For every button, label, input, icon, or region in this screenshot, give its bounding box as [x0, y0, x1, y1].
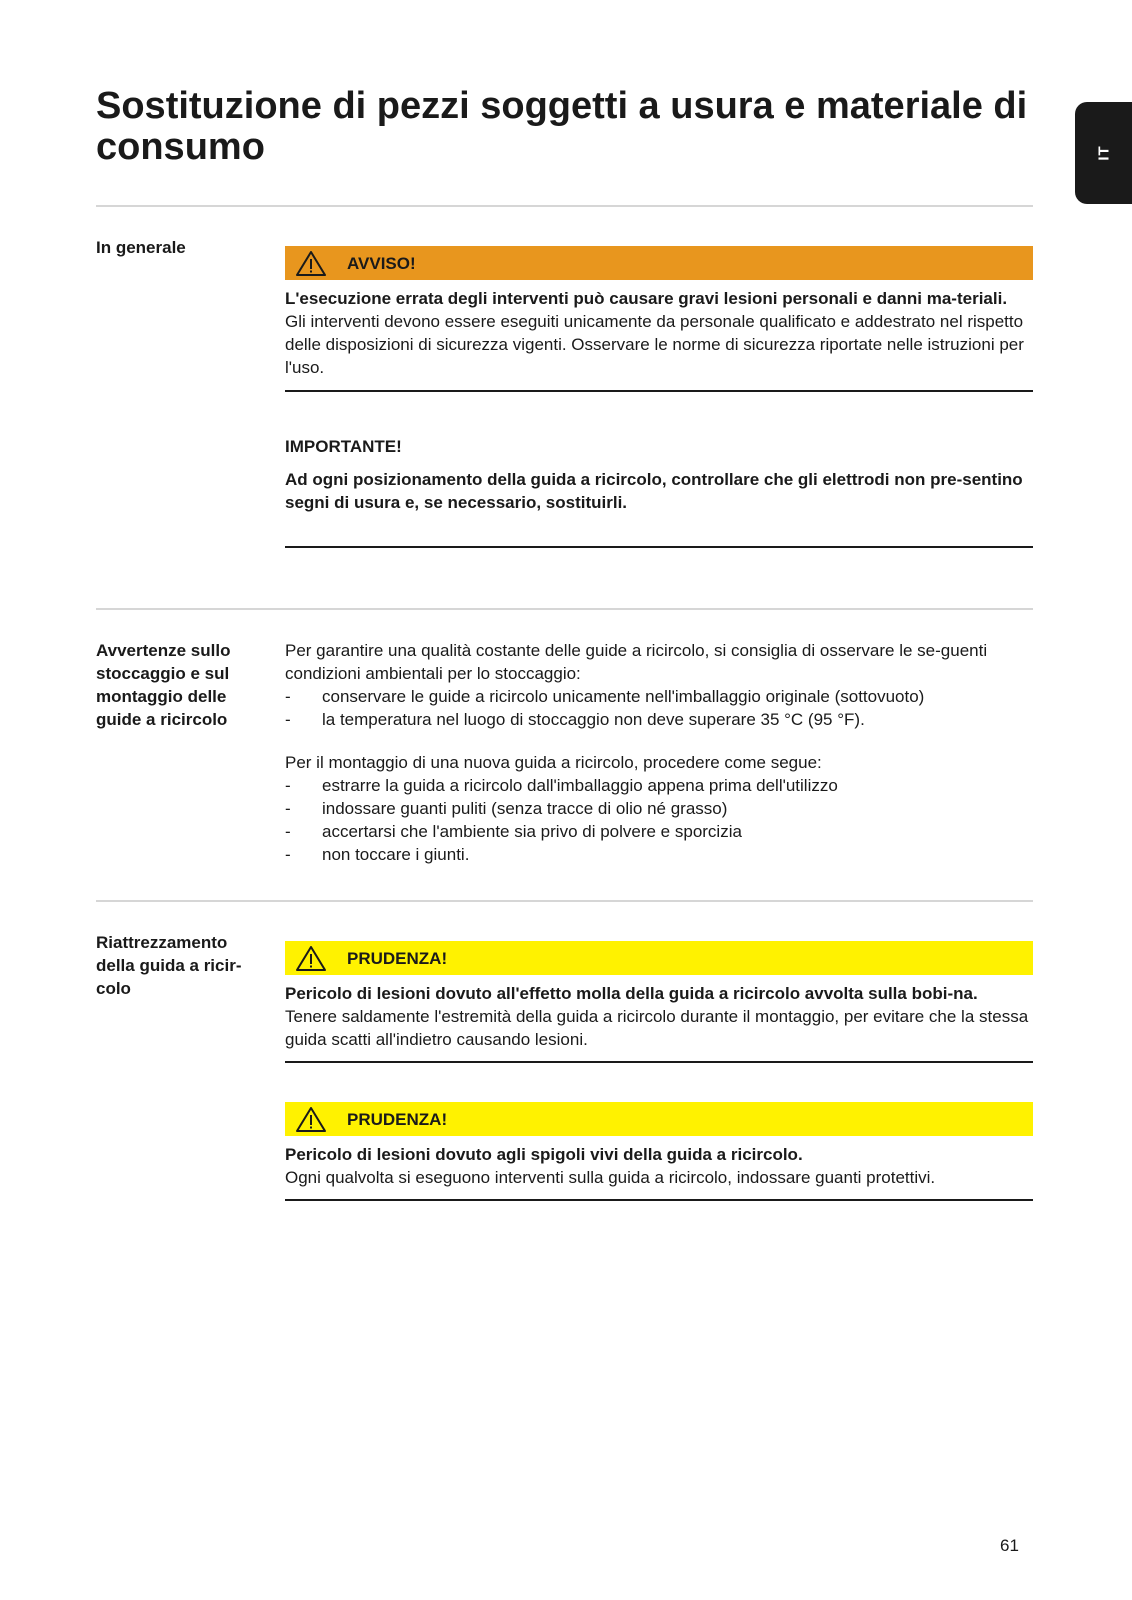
- caution-end-rule: [285, 1061, 1033, 1063]
- list-item: - accertarsi che l'ambiente sia privo di polvere e sporcizia: [285, 820, 1033, 843]
- caution-bar: [285, 1102, 1033, 1136]
- section-divider: [96, 608, 1033, 610]
- storage-intro: Per garantire una qualità costante delle guide a ricircolo, si consiglia di osservare le se-guenti condizioni ambientali per lo stoccaggio:: [285, 641, 988, 683]
- mounting-steps-list: [285, 774, 1033, 866]
- mounting-intro: Per il montaggio di una nuova guida a ricircolo, procedere come segue:: [285, 753, 822, 772]
- section-label-rework: Riattrezzamento della guida a ricir-colo: [96, 933, 242, 998]
- section-divider: [96, 205, 1033, 207]
- important-text: Ad ogni posizionamento della guida a ricircolo, controllare che gli elettrodi non pre-sentino segni di usura e, se necessario, sostituirli.: [285, 470, 1023, 512]
- caution-headline: Pericolo di lesioni dovuto agli spigoli vivi della guida a ricircolo.: [285, 1145, 803, 1164]
- warning-text: Gli interventi devono essere eseguiti unicamente da personale qualificato e addestrato nel rispetto delle disposizioni di sicurezza vigenti. Osservare le norme di sicurezza riportate nelle istruzioni per l'uso.: [285, 312, 1024, 377]
- section-divider: [96, 900, 1033, 902]
- page-number: 61: [1000, 1536, 1019, 1555]
- page-title: Sostituzione di pezzi soggetti a usura e materiale di consumo: [96, 85, 1028, 168]
- storage-section-body: [285, 639, 1033, 866]
- warning-bar: [285, 246, 1033, 280]
- caution-headline: Pericolo di lesioni dovuto all'effetto molla della guida a ricircolo avvolta sulla bobi-na.: [285, 984, 978, 1003]
- language-tab: [1075, 102, 1132, 204]
- section-label-general: In generale: [96, 238, 186, 257]
- list-item: - conservare le guide a ricircolo unicamente nell'imballaggio originale (sottovuoto): [285, 685, 1033, 708]
- list-item: - non toccare i giunti.: [285, 843, 1033, 866]
- caution-text: Tenere saldamente l'estremità della guida a ricircolo durante il montaggio, per evitare che la stessa guida scatti all'indietro causando lesioni.: [285, 1007, 1029, 1049]
- list-item: - la temperatura nel luogo di stoccaggio non deve superare 35 °C (95 °F).: [285, 708, 1033, 731]
- caution-label: PRUDENZA!: [347, 948, 448, 968]
- warning-triangle-icon: [295, 250, 327, 277]
- warning-headline: L'esecuzione errata degli interventi può causare gravi lesioni personali e danni ma-teriali.: [285, 289, 1008, 308]
- list-item: - indossare guanti puliti (senza tracce di olio né grasso): [285, 797, 1033, 820]
- caution-end-rule: [285, 1199, 1033, 1201]
- warning-label: AVVISO!: [347, 253, 416, 273]
- caution-bar: [285, 941, 1033, 975]
- list-item: - estrarre la guida a ricircolo dall'imballaggio appena prima dell'utilizzo: [285, 774, 1033, 797]
- warning-triangle-icon: [295, 1106, 327, 1133]
- caution-label: PRUDENZA!: [347, 1109, 448, 1129]
- warning-triangle-icon: [295, 945, 327, 972]
- storage-conditions-list: [285, 685, 1033, 731]
- caution-text: Ogni qualvolta si eseguono interventi sulla guida a ricircolo, indossare guanti protettivi.: [285, 1168, 936, 1187]
- general-section-body: [285, 246, 1033, 548]
- section-label-storage: Avvertenze sullo stoccaggio e sul montaggio delle guide a ricircolo: [96, 641, 231, 729]
- warning-end-rule: [285, 390, 1033, 392]
- language-tab-label: IT: [1095, 145, 1112, 161]
- important-end-rule: [285, 546, 1033, 548]
- rework-section-body: [285, 941, 1033, 1201]
- important-label: IMPORTANTE!: [285, 437, 402, 456]
